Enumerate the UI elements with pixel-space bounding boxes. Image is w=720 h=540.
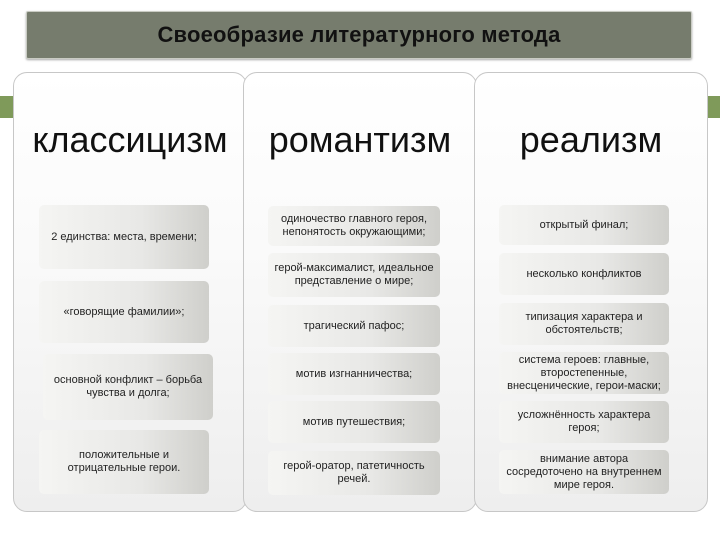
classicism-item: основной конфликт – борьба чувства и долга; <box>43 354 213 420</box>
column-heading-classicism: классицизм <box>32 119 228 160</box>
title-banner <box>26 11 692 59</box>
realism-item: несколько конфликтов <box>499 253 669 295</box>
diagram-title: Своеобразие литературного метода <box>157 22 561 47</box>
romanticism-item: одиночество главного героя, непонятость окружающими; <box>268 206 440 246</box>
realism-item: система героев: главные, второстепенные, внесценические, герои-маски; <box>499 352 669 394</box>
column-heading-romanticism: романтизм <box>268 119 452 160</box>
realism-item: внимание автора сосредоточено на внутреннем мире героя. <box>499 450 669 494</box>
column-heading-realism: реализм <box>519 119 663 160</box>
romanticism-item: мотив путешествия; <box>268 401 440 443</box>
romanticism-item: трагический пафос; <box>268 305 440 347</box>
romanticism-item: герой-максималист, идеальное представление о мире; <box>268 253 440 297</box>
realism-item: открытый финал; <box>499 205 669 245</box>
romanticism-item: герой-оратор, патетичность речей. <box>268 451 440 495</box>
classicism-item: «говорящие фамилии»; <box>39 281 209 343</box>
classicism-item: 2 единства: места, времени; <box>39 205 209 269</box>
realism-item: типизация характера и обстоятельств; <box>499 303 669 345</box>
classicism-item: положительные и отрицательные герои. <box>39 430 209 494</box>
romanticism-item: мотив изгнанничества; <box>268 353 440 395</box>
realism-item: усложнённость характера героя; <box>499 401 669 443</box>
